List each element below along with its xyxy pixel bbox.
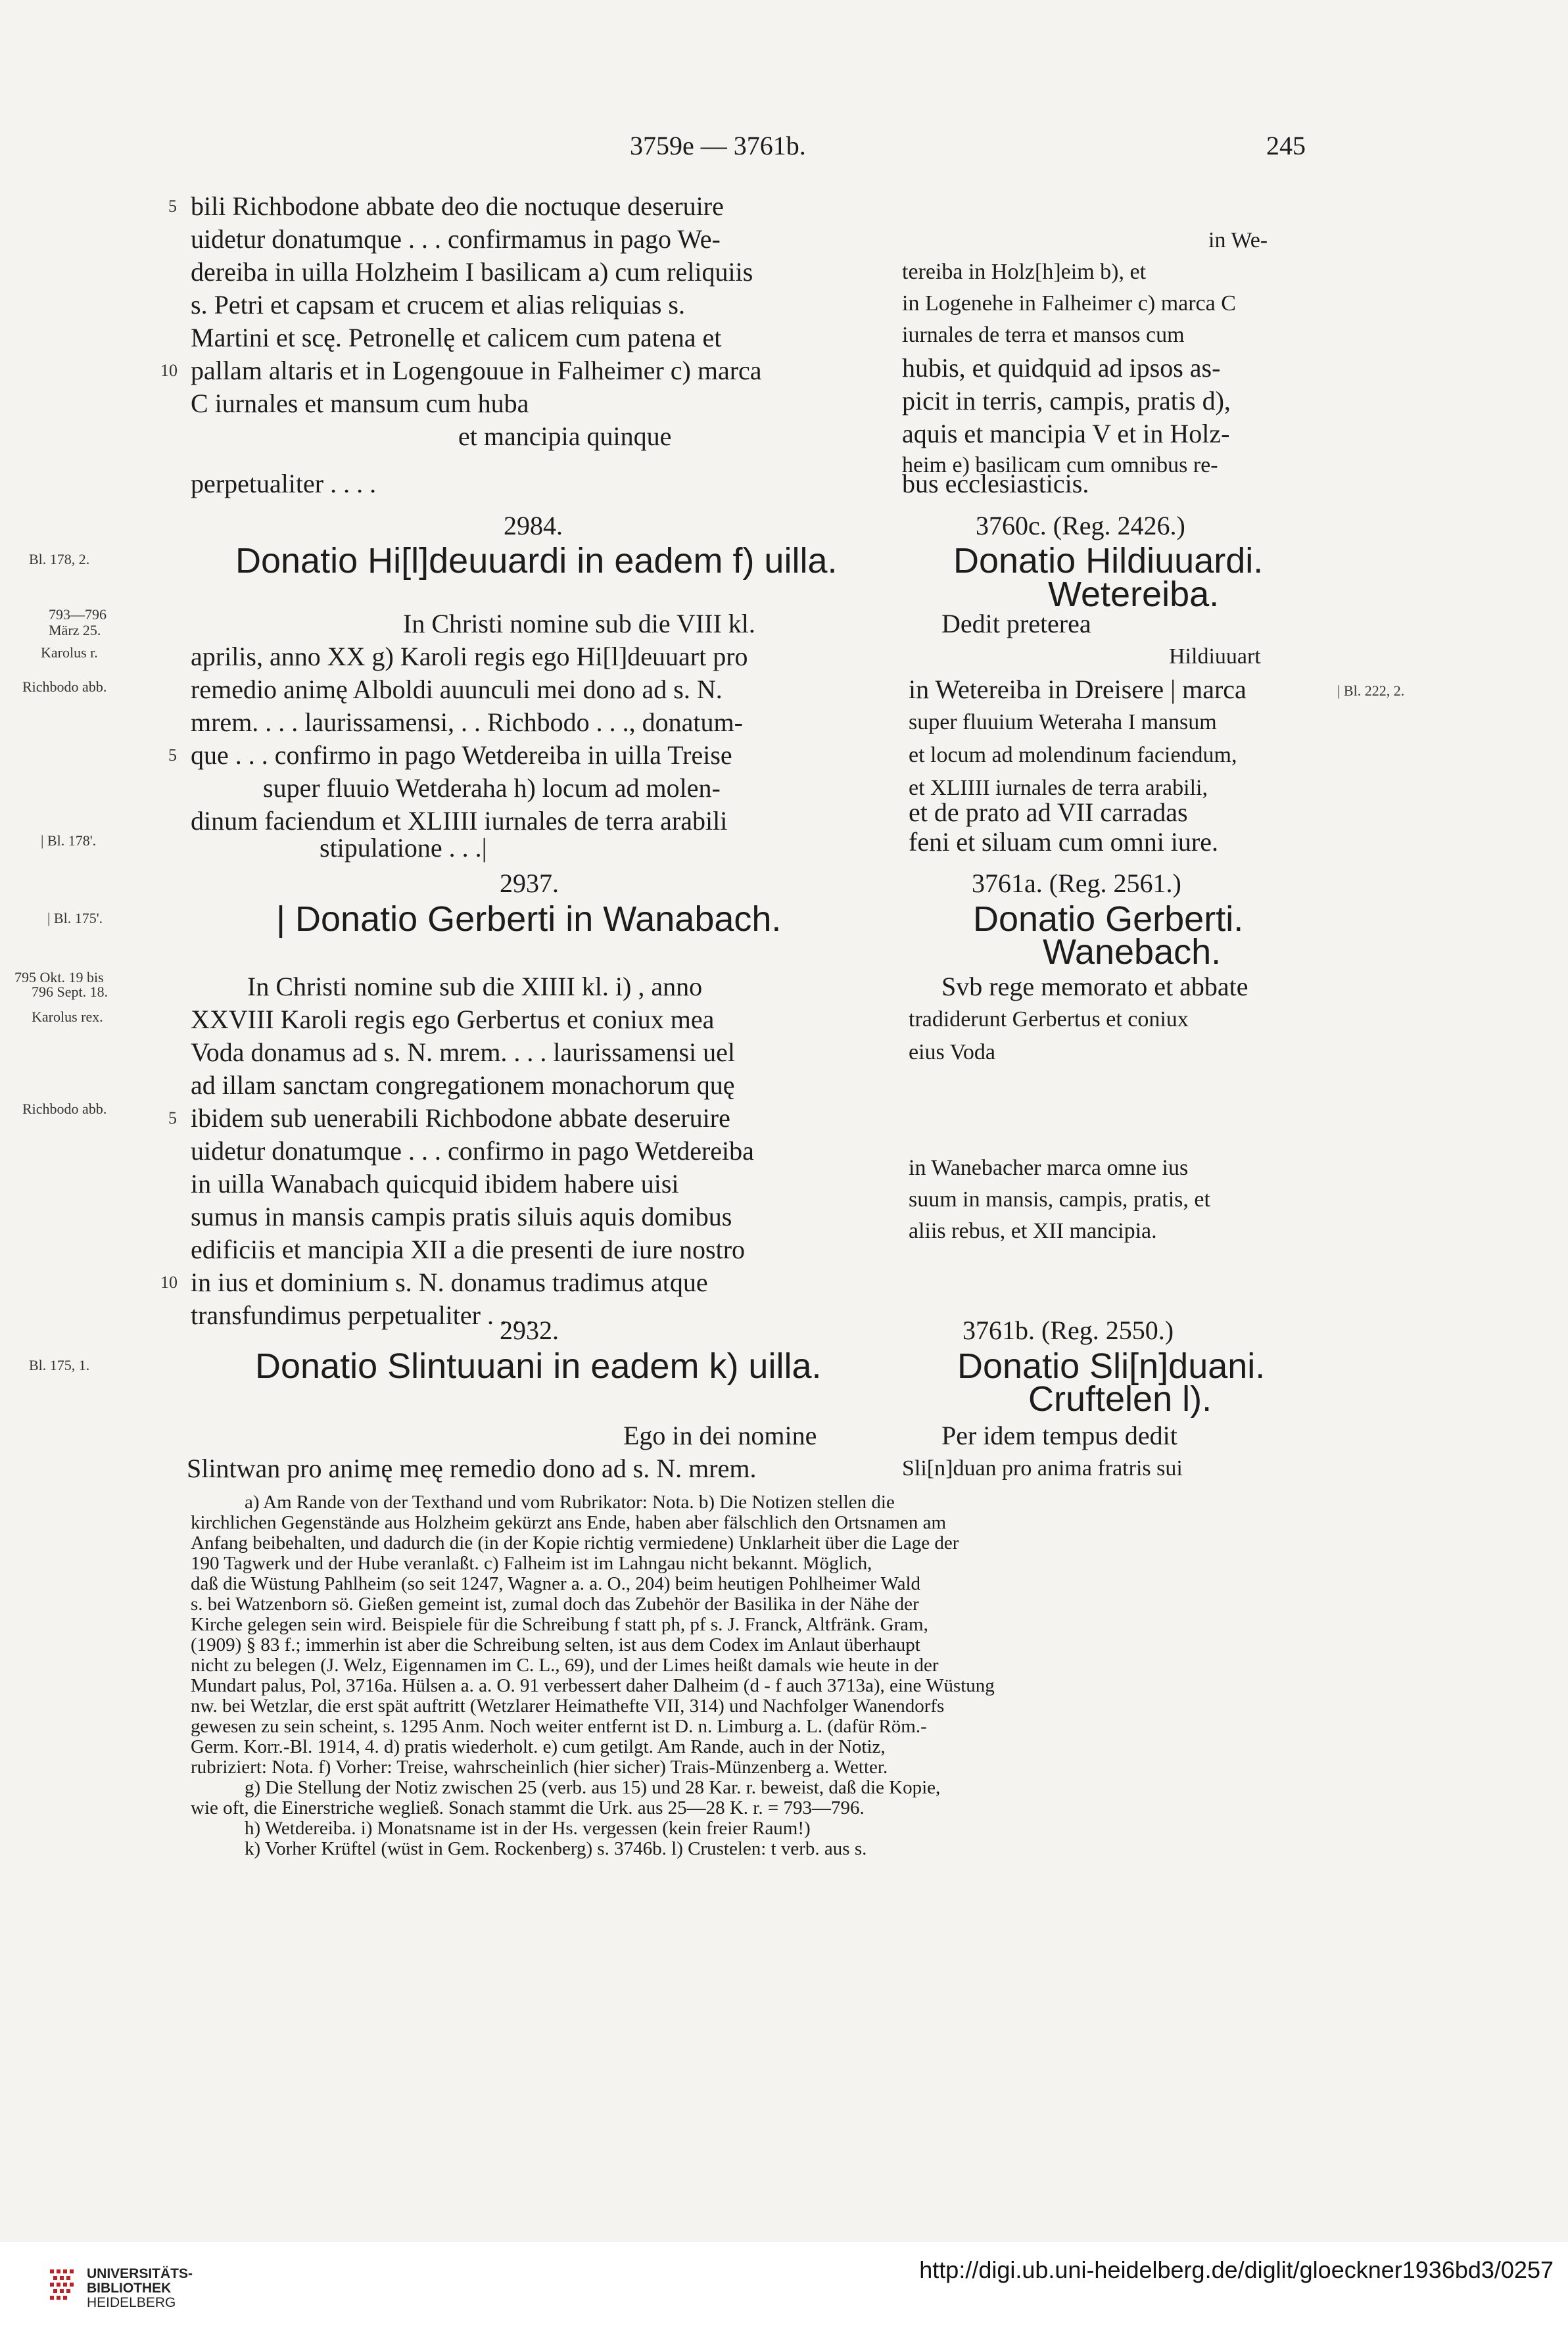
text-line: perpetualiter . . . .: [191, 469, 377, 498]
margin-note: | Bl. 222, 2.: [1337, 682, 1405, 699]
text-line: ad illam sanctam congregationem monachorum quę: [191, 1070, 735, 1100]
footnote-line: nw. bei Wetzlar, die erst spät auftritt (Wetzlarer Heimathefte VII, 314) und Nachfolger Wanendorfs: [191, 1696, 945, 1717]
text-line: uidetur donatumque . . . confirmamus in pago We-: [191, 224, 721, 254]
text-line: iurnales de terra et mansos cum: [902, 323, 1185, 347]
text-line: Svb rege memorato et abbate: [941, 972, 1248, 1001]
footnote-line: (1909) § 83 f.; immerhin ist aber die Schreibung selten, ist aus dem Codex im Anlaut überhaupt: [191, 1634, 920, 1655]
text-line: transfundimus perpetualiter . . . .: [191, 1300, 533, 1330]
text-line: pallam altaris et in Logengouue in Falheimer c) marca: [191, 356, 762, 385]
text-line: tradiderunt Gerbertus et coniux: [909, 1007, 1189, 1032]
charter-number: 2937.: [500, 868, 559, 898]
footnote-line: 190 Tagwerk und der Hube veranlaßt. c) Falheim ist im Lahngau nicht bekannt. Möglich,: [191, 1553, 872, 1574]
footnote-line: k) Vorher Krüftel (wüst in Gem. Rockenberg) s. 3746b. l) Crustelen: t verb. aus s.: [245, 1838, 867, 1859]
footnote-line: gewesen zu sein scheint, s. 1295 Anm. Noch weiter entfernt ist D. n. Limburg a. L. (dafür Röm.-: [191, 1716, 927, 1737]
text-line: Ego in dei nomine: [623, 1421, 817, 1450]
charter-number: 3760c. (Reg. 2426.): [976, 511, 1185, 540]
source-url-link[interactable]: http://digi.ub.uni-heidelberg.de/diglit/gloeckner1936bd3/0257: [919, 2256, 1554, 2283]
library-name-line: HEIDELBERG: [87, 2295, 176, 2310]
text-line: dinum faciendum et XLIIII iurnales de terra arabili: [191, 806, 728, 836]
library-name-line: BIBLIOTHEK: [87, 2281, 172, 2296]
text-line: aprilis, anno XX g) Karoli regis ego Hi[l]deuuart pro: [191, 642, 748, 671]
text-line: tereiba in Holz[h]eim b), et: [902, 260, 1147, 284]
text-line: uidetur donatumque . . . confirmo in pago Wetdereiba: [191, 1136, 754, 1166]
text-line: sumus in mansis campis pratis siluis aquis domibus: [191, 1202, 732, 1231]
footnote-line: Mundart palus, Pol, 3716a. Hülsen a. a. O. 91 verbessert daher Dalheim (d - f auch 3713a), eine Wüstung: [191, 1675, 995, 1696]
margin-note: 793—796: [49, 606, 107, 623]
footnote-line: h) Wetdereiba. i) Monatsname ist in der Hs. vergessen (kein freier Raum!): [245, 1818, 811, 1839]
text-line: Slintwan pro animę meę remedio dono ad s. N. mrem.: [187, 1454, 757, 1483]
footnote-line: wie oft, die Einerstriche wegließ. Sonach stammt die Urk. aus 25—28 K. r. = 793—796.: [191, 1797, 865, 1818]
line-number: 5: [168, 197, 177, 216]
text-line: aliis rebus, et XII mancipia.: [909, 1219, 1157, 1243]
footnote-line: Germ. Korr.-Bl. 1914, 4. d) pratis wiederholt. e) cum getilgt. Am Rande, auch in der Notiz,: [191, 1736, 886, 1757]
text-line: In Christi nomine sub die VIII kl.: [403, 609, 755, 638]
charter-place: Cruftelen l).: [1028, 1379, 1212, 1419]
footnote-line: rubriziert: Nota. f) Vorher: Treise, wahrscheinlich (hier sicher) Trais-Münzenberg a. Wetter.: [191, 1757, 888, 1778]
text-line: et XLIIII iurnales de terra arabili,: [909, 776, 1208, 800]
footnote-line: g) Die Stellung der Notiz zwischen 25 (verb. aus 15) und 28 Kar. r. beweist, daß die Kopie,: [245, 1777, 941, 1798]
margin-note: Bl. 178, 2.: [29, 551, 90, 567]
text-line: XXVIII Karoli regis ego Gerbertus et coniux mea: [191, 1005, 715, 1034]
charter-title: Donatio Slintuuani in eadem k) uilla.: [255, 1346, 822, 1386]
text-line: in Wanebacher marca omne ius: [909, 1156, 1189, 1180]
text-line: heim e) basilicam cum omnibus re-: [902, 453, 1218, 477]
page-number: 245: [1266, 131, 1306, 160]
text-line: bili Richbodone abbate deo die noctuque deseruire: [191, 191, 724, 221]
charter-title: Donatio Hildiuuardi.: [953, 541, 1264, 581]
charter-place: Wanebach.: [1043, 932, 1222, 972]
text-line: aquis et mancipia V et in Holz-: [902, 419, 1230, 448]
margin-note: Bl. 175, 1.: [29, 1357, 90, 1373]
text-line: s. Petri et capsam et crucem et alias reliquias s.: [191, 290, 685, 320]
text-line: et locum ad molendinum faciendum,: [909, 743, 1237, 767]
footnote-line: s. bei Watzenborn sö. Gießen gemeint ist, zumal doch das Zubehör der Basilika in der Nähe der: [191, 1594, 919, 1615]
library-name: [87, 2267, 193, 2310]
text-line: Voda donamus ad s. N. mrem. . . . laurissamensi uel: [191, 1037, 736, 1067]
text-line: super fluuium Weteraha I mansum: [909, 710, 1217, 734]
charter-title: | Donatio Gerberti in Wanabach.: [276, 899, 782, 939]
text-line: mrem. . . . laurissamensi, . . Richbodo . . ., donatum-: [191, 707, 743, 737]
text-line: edificiis et mancipia XII a die presenti de iure nostro: [191, 1235, 746, 1264]
line-number: 5: [168, 1108, 177, 1127]
margin-note: März 25.: [49, 622, 101, 638]
text-line: hubis, et quidquid ad ipsos as-: [902, 353, 1221, 383]
text-line: bus ecclesiasticis.: [902, 469, 1089, 498]
text-line: Dedit preterea: [941, 609, 1091, 638]
charter-title: Donatio Gerberti.: [973, 899, 1244, 939]
margin-note: Richbodo abb.: [22, 678, 107, 695]
footnote-line: kirchlichen Gegenstände aus Holzheim gekürzt ans Ende, haben aber fälschlich den Ortsnamen am: [191, 1512, 947, 1533]
text-line: suum in mansis, campis, pratis, et: [909, 1187, 1210, 1212]
charter-title: Donatio Hi[l]deuuardi in eadem f) uilla.: [235, 541, 838, 581]
text-line: super fluuio Wetderaha h) locum ad molen-: [263, 773, 721, 803]
text-line: stipulatione . . .|: [320, 833, 487, 863]
margin-note: | Bl. 178'.: [41, 832, 97, 849]
charter-number: 3761a. (Reg. 2561.): [972, 868, 1181, 898]
margin-note: Karolus r.: [41, 644, 98, 661]
library-name-line: UNIVERSITÄTS-: [87, 2266, 193, 2281]
text-line: in ius et dominium s. N. donamus tradimus atque: [191, 1268, 708, 1297]
footnote-line: Anfang beibehalten, und dadurch die (in der Kopie richtig vermiedene) Unklarheit über die Lage der: [191, 1532, 959, 1554]
text-line: feni et siluam cum omni iure.: [909, 827, 1218, 857]
margin-note: Karolus rex.: [32, 1009, 103, 1025]
text-line: Sli[n]duan pro anima fratris sui: [902, 1456, 1183, 1481]
text-line: picit in terris, campis, pratis d),: [902, 386, 1231, 415]
margin-note: 795 Okt. 19 bis: [14, 969, 104, 985]
text-line: in We-: [1208, 228, 1268, 252]
margin-note: 796 Sept. 18.: [32, 984, 108, 1000]
text-line: Martini et scę. Petronellę et calicem cum patena et: [191, 323, 722, 352]
footnote-line: nicht zu belegen (J. Welz, Eigennamen im C. L., 69), und der Limes heißt damals wie heute in der: [191, 1655, 939, 1676]
text-line: ibidem sub uenerabili Richbodone abbate deseruire: [191, 1103, 730, 1133]
text-line: in Wetereiba in Dreisere | marca: [909, 675, 1247, 704]
text-line: et mancipia quinque: [458, 421, 672, 451]
footer-bar: [0, 2242, 1568, 2326]
text-line: in Logenehe in Falheimer c) marca C: [902, 291, 1236, 316]
text-line: C iurnales et mansum cum huba: [191, 389, 529, 418]
text-line: que . . . confirmo in pago Wetdereiba in uilla Treise: [191, 740, 732, 770]
university-library-logo-icon: [49, 2267, 78, 2305]
text-line: et de prato ad VII carradas: [909, 797, 1188, 827]
text-line: in uilla Wanabach quicquid ibidem habere uisi: [191, 1169, 679, 1199]
text-line: In Christi nomine sub die XIIII kl. i) , anno: [247, 972, 703, 1001]
charter-place: Wetereiba.: [1048, 575, 1220, 614]
text-line: eius Voda: [909, 1040, 995, 1064]
charter-number: 2932.: [500, 1316, 559, 1345]
charter-number: 3761b. (Reg. 2550.): [962, 1316, 1174, 1345]
line-number: 10: [160, 1273, 178, 1292]
charter-number: 2984.: [504, 511, 563, 540]
margin-note: Richbodo abb.: [22, 1101, 107, 1117]
footnote-line: daß die Wüstung Pahlheim (so seit 1247, Wagner a. a. O., 204) beim heutigen Pohlheimer Wald: [191, 1573, 921, 1594]
footnote-line: a) Am Rande von der Texthand und vom Rubrikator: Nota. b) Die Notizen stellen die: [245, 1492, 895, 1513]
text-line: remedio animę Alboldi auunculi mei dono ad s. N.: [191, 675, 723, 704]
charter-title: Donatio Sli[n]duani.: [957, 1346, 1266, 1386]
line-number: 5: [168, 746, 177, 765]
line-number: 10: [160, 361, 178, 380]
text-line: Per idem tempus dedit: [941, 1421, 1177, 1450]
text-line: Hildiuuart: [1169, 644, 1261, 669]
margin-note: | Bl. 175'.: [47, 910, 103, 926]
text-line: dereiba in uilla Holzheim I basilicam a) cum reliquiis: [191, 257, 753, 287]
footnote-line: Kirche gelegen sein wird. Beispiele für die Schreibung f statt ph, pf s. J. Franck, Altfränk. Gram,: [191, 1614, 928, 1635]
running-head: 3759e — 3761b.: [630, 131, 806, 160]
